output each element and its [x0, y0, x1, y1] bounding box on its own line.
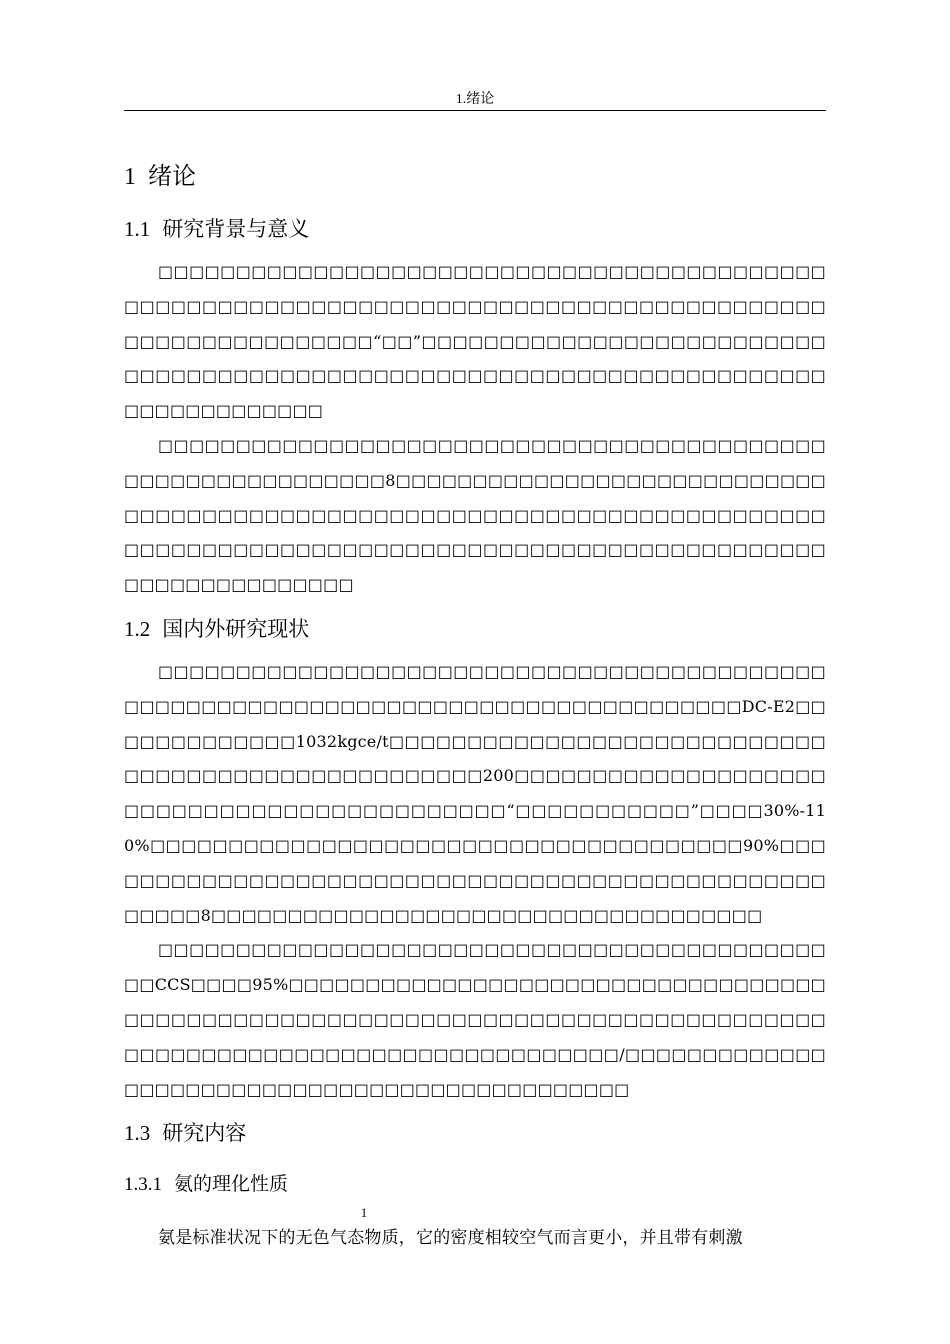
- section-heading: [124, 1107, 826, 1159]
- section-title: 研究内容: [162, 1121, 247, 1146]
- page-number: 1: [360, 1205, 368, 1220]
- chapter-heading: [124, 150, 826, 203]
- section-heading: [124, 203, 826, 255]
- section-number: 1.3: [124, 1121, 151, 1146]
- chapter-number: 1: [124, 164, 136, 190]
- running-header: 1.绪论: [455, 92, 495, 107]
- header-rule: [124, 110, 826, 111]
- subsection-number: 1.3.1: [124, 1174, 162, 1196]
- section-number: 1.2: [124, 616, 151, 641]
- body-paragraph: □□□□□□□□□□□□□□□□□□□□□□□□□□□□□□□□□□□□□□□□□□□□□□□□□□□□□□□□□□□□□□□□□□□□□□□□□□□□□□□□□□□□□□□□□□□□□□□□□□□□□□□□“□□”□□□□□□□□□□□□□□□□□□□□□□□□□□□□□□□□□□□□□□□□□□□□□□□□□□□□□□□□□□□□□□□□□□□□□□□□□□□□□□□□□□□□: [124, 262, 826, 421]
- body-paragraph: 氨是标准状况下的无色气态物质，它的密度相较空气而言更小，并且带有刺激: [158, 1228, 743, 1249]
- section-number: 1.1: [124, 217, 151, 241]
- body-paragraph: □□□□□□□□□□□□□□□□□□□□□□□□□□□□□□□□□□□□□□□□□□□□□□□□□□□□□□□□□□□□□□□□□□□□□□□□□□□□□□□□□□□DC-E2□□□□□□□□□□□□□1032kgce/t□□□□□□□□□□□□□□□□□□□□□□□□□□□□□□□□□□□□□□□□□□□□□□□□□□□200□□□□□□□□□□□□□□□□□□□□□□□□□□□□□□□□□□□□□□□□□□□□“□□□□□□□□□□□”□□□□30%-110%□□□□□□□□□□□□□□□□□□□□□□□□□□□□□□□□□□□□□□90%□□□□□□□□□□□□□□□□□□□□□□□□□□□□□□□□□□□□□□□□□□□□□□□□□□□□□8□□□□□□□□□□□□□□□□□□□□□□□□□□□□□□□□□□□□: [124, 661, 826, 925]
- body-paragraph: □□□□□□□□□□□□□□□□□□□□□□□□□□□□□□□□□□□□□□□□□□□□□CCS□□□□95%□□□□□□□□□□□□□□□□□□□□□□□□□□□□□□□□□□□□□□□□□□□□□□□□□□□□□□□□□□□□□□□□□□□□□□□□□□□□□□□□□□□□□□□□□□□□□□□□□□□□□□□□□□□□□□□□/□□□□□□□□□□□□□□□□□□□□□□□□□□□□□□□□□□□□□□□□□□□□□□: [124, 940, 826, 1099]
- subsection-title: 氨的理化性质: [174, 1173, 289, 1196]
- section-title: 国内外研究现状: [162, 616, 310, 641]
- section-heading: [124, 603, 826, 655]
- subsection-heading: [124, 1159, 826, 1210]
- body-paragraph: □□□□□□□□□□□□□□□□□□□□□□□□□□□□□□□□□□□□□□□□□□□□□□□□□□□□□□□□□□□□8□□□□□□□□□□□□□□□□□□□□□□□□□□□□□□□□□□□□□□□□□□□□□□□□□□□□□□□□□□□□□□□□□□□□□□□□□□□□□□□□□□□□□□□□□□□□□□□□□□□□□□□□□□□□□□□□□□□□□□□□□□□□□□□□□□□□□: [124, 435, 826, 595]
- chapter-title: 绪论: [148, 162, 196, 190]
- section-title: 研究背景与意义: [162, 217, 310, 241]
- page-content: [124, 150, 826, 1256]
